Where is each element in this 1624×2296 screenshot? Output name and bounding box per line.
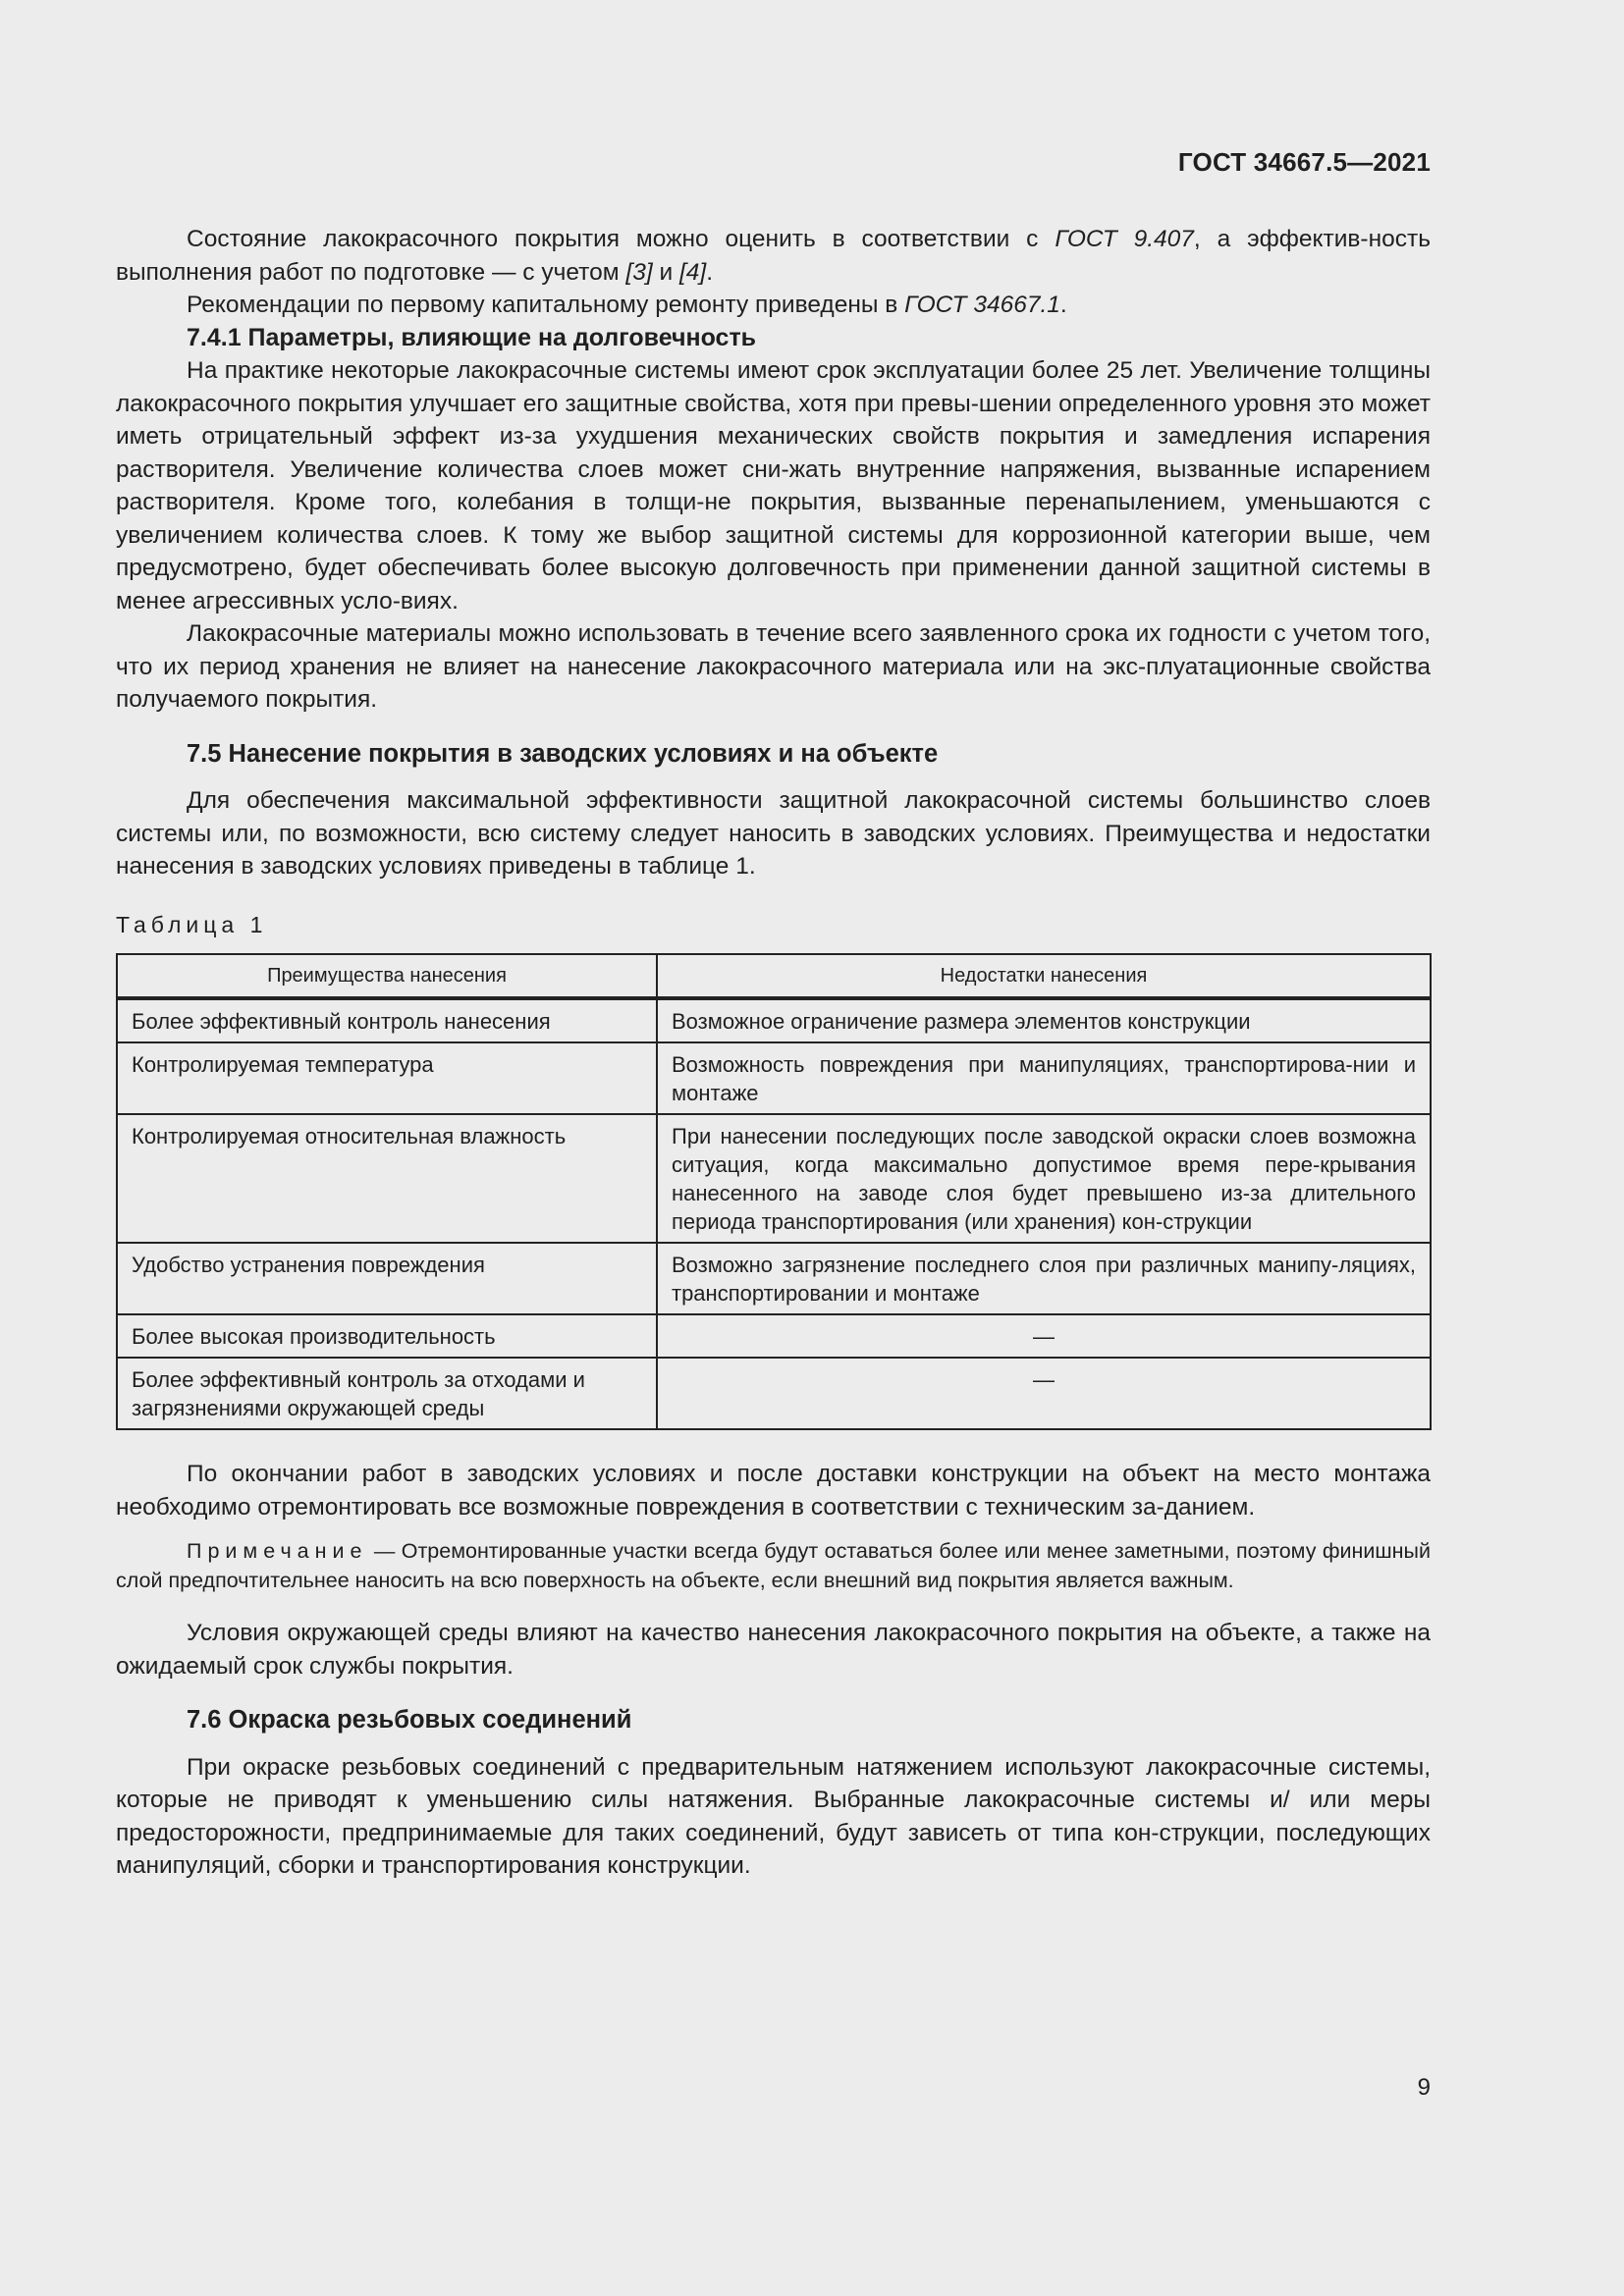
column-header-advantages: Преимущества нанесения (117, 954, 657, 998)
text-span: Рекомендации по первому капитальному ремонту приведены в (187, 292, 905, 318)
text-span: Состояние лакокрасочного покрытия можно оценить в соответствии с (187, 226, 1056, 252)
note-text: — Отремонтированные участки всегда будут оставаться более или менее заметными, поэтому финишный слой предпочтительнее наносить на всю поверхность на объекте, если внешний вид покрытия является важным. (116, 1539, 1431, 1592)
heading-7-4-1: 7.4.1 Параметры, влияющие на долговечность (187, 323, 757, 351)
heading-7-6: 7.6 Окраска резьбовых соединений (187, 1706, 632, 1734)
heading-7-5: 7.5 Нанесение покрытия в заводских условиях и на объекте (187, 739, 939, 768)
text-span: и (652, 258, 679, 286)
table-caption: Таблица 1 (116, 911, 268, 937)
reference-gost-9-407: ГОСТ 9.407 (1055, 226, 1194, 252)
paragraph-shelf-life: Лакокрасочные материалы можно использовать в течение всего заявленного срока их годности с учетом того, что их период хранения не влияет на нанесение лакокрасочного материала или на экс-плуатационные свойства получаемого покрытия. (116, 620, 1431, 713)
table-cell-disadvantage: Возможное ограничение размера элементов конструкции (657, 998, 1431, 1042)
note-label: Примечание (187, 1539, 368, 1563)
text-span: . (706, 258, 714, 286)
text-span: , а эффектив-ность выполнения работ по подготовке — с учетом (116, 226, 1431, 286)
table-row (117, 998, 1431, 1042)
table-row (117, 1042, 1431, 1114)
table-row (117, 1114, 1431, 1243)
table-cell-advantage: Контролируемая температура (117, 1042, 657, 1114)
table-cell-disadvantage: При нанесении последующих после заводской окраски слоев возможна ситуация, когда максимально допустимое время пере-крывания нанесенного на заводе слоя будет превышено из-за длительного периода транспортирования (или хранения) кон-струкции (657, 1114, 1431, 1243)
paragraph-environment-conditions: Условия окружающей среды влияют на качество нанесения лакокрасочного покрытия на объекте, а также на ожидаемый срок службы покрытия. (116, 1620, 1431, 1680)
table-row (117, 1243, 1431, 1314)
note-block (116, 1537, 1431, 1595)
paragraph-coating-assessment (116, 223, 1431, 289)
paragraph-durability-parameters: На практике некоторые лакокрасочные системы имеют срок эксплуатации более 25 лет. Увеличение толщины лакокрасочного покрытия улучшает его защитные свойства, хотя при превы-шении определенного уровня это может иметь отрицательный эффект из-за ухудшения механических свойств покрытия и замедления испарения растворителя. Увеличение количества слоев может сни-жать внутренние напряжения, вызванные испарением растворителя. Кроме того, колебания в толщи-не покрытия, вызванные перенапылением, уменьшаются с увеличением количества слоев. К тому же выбор защитной системы для коррозионной категории выше, чем предусмотрено, будет обеспечивать более высокую долговечность при применении данной защитной системы в менее агрессивных усло-виях. (116, 357, 1431, 614)
table-cell-advantage: Более высокая производительность (117, 1314, 657, 1358)
table-cell-disadvantage: Возможность повреждения при манипуляциях, транспортирова-нии и монтаже (657, 1042, 1431, 1114)
document-standard-id: ГОСТ 34667.5—2021 (1177, 147, 1431, 177)
text-span: . (1059, 292, 1067, 318)
table-cell-disadvantage: Возможно загрязнение последнего слоя при различных манипу-ляциях, транспортировании и монтаже (657, 1243, 1431, 1314)
paragraph-repair-recommendations (116, 289, 1431, 322)
table-cell-disadvantage: — (657, 1314, 1431, 1358)
table-row (117, 1358, 1431, 1429)
table-cell-disadvantage: — (657, 1358, 1431, 1429)
table-cell-advantage: Более эффективный контроль за отходами и загрязнениями окружающей среды (117, 1358, 657, 1429)
paragraph-threaded-joints: При окраске резьбовых соединений с предварительным натяжением используют лакокрасочные системы, которые не приводят к уменьшению силы натяжения. Выбранные лакокрасочные системы и/ или меры предосторожности, предпринимаемые для таких соединений, будут зависеть от типа кон-струкции, последующих манипуляций, сборки и транспортирования конструкции. (116, 1753, 1431, 1879)
column-header-disadvantages: Недостатки нанесения (657, 954, 1431, 998)
table-header-row (117, 954, 1431, 998)
paragraph-repair-after-delivery: По окончании работ в заводских условиях и после доставки конструкции на объект на место монтажа необходимо отремонтировать все возможные повреждения в соответствии с техническим за-данием. (116, 1461, 1431, 1521)
table-advantages-disadvantages (116, 953, 1432, 1430)
reference-gost-34667-1: ГОСТ 34667.1 (904, 292, 1060, 318)
reference-3: [3] (625, 258, 653, 286)
page-number: 9 (1417, 2074, 1431, 2101)
table-cell-advantage: Удобство устранения повреждения (117, 1243, 657, 1314)
paragraph-factory-application: Для обеспечения максимальной эффективности защитной лакокрасочной системы большинство слоев системы или, по возможности, всю систему следует наносить в заводских условиях. Преимущества и недостатки нанесения в заводских условиях приведены в таблице 1. (116, 787, 1431, 880)
table-cell-advantage: Контролируемая относительная влажность (117, 1114, 657, 1243)
page-content (116, 223, 1431, 1883)
reference-4: [4] (678, 258, 707, 286)
table-cell-advantage: Более эффективный контроль нанесения (117, 998, 657, 1042)
table-row (117, 1314, 1431, 1358)
